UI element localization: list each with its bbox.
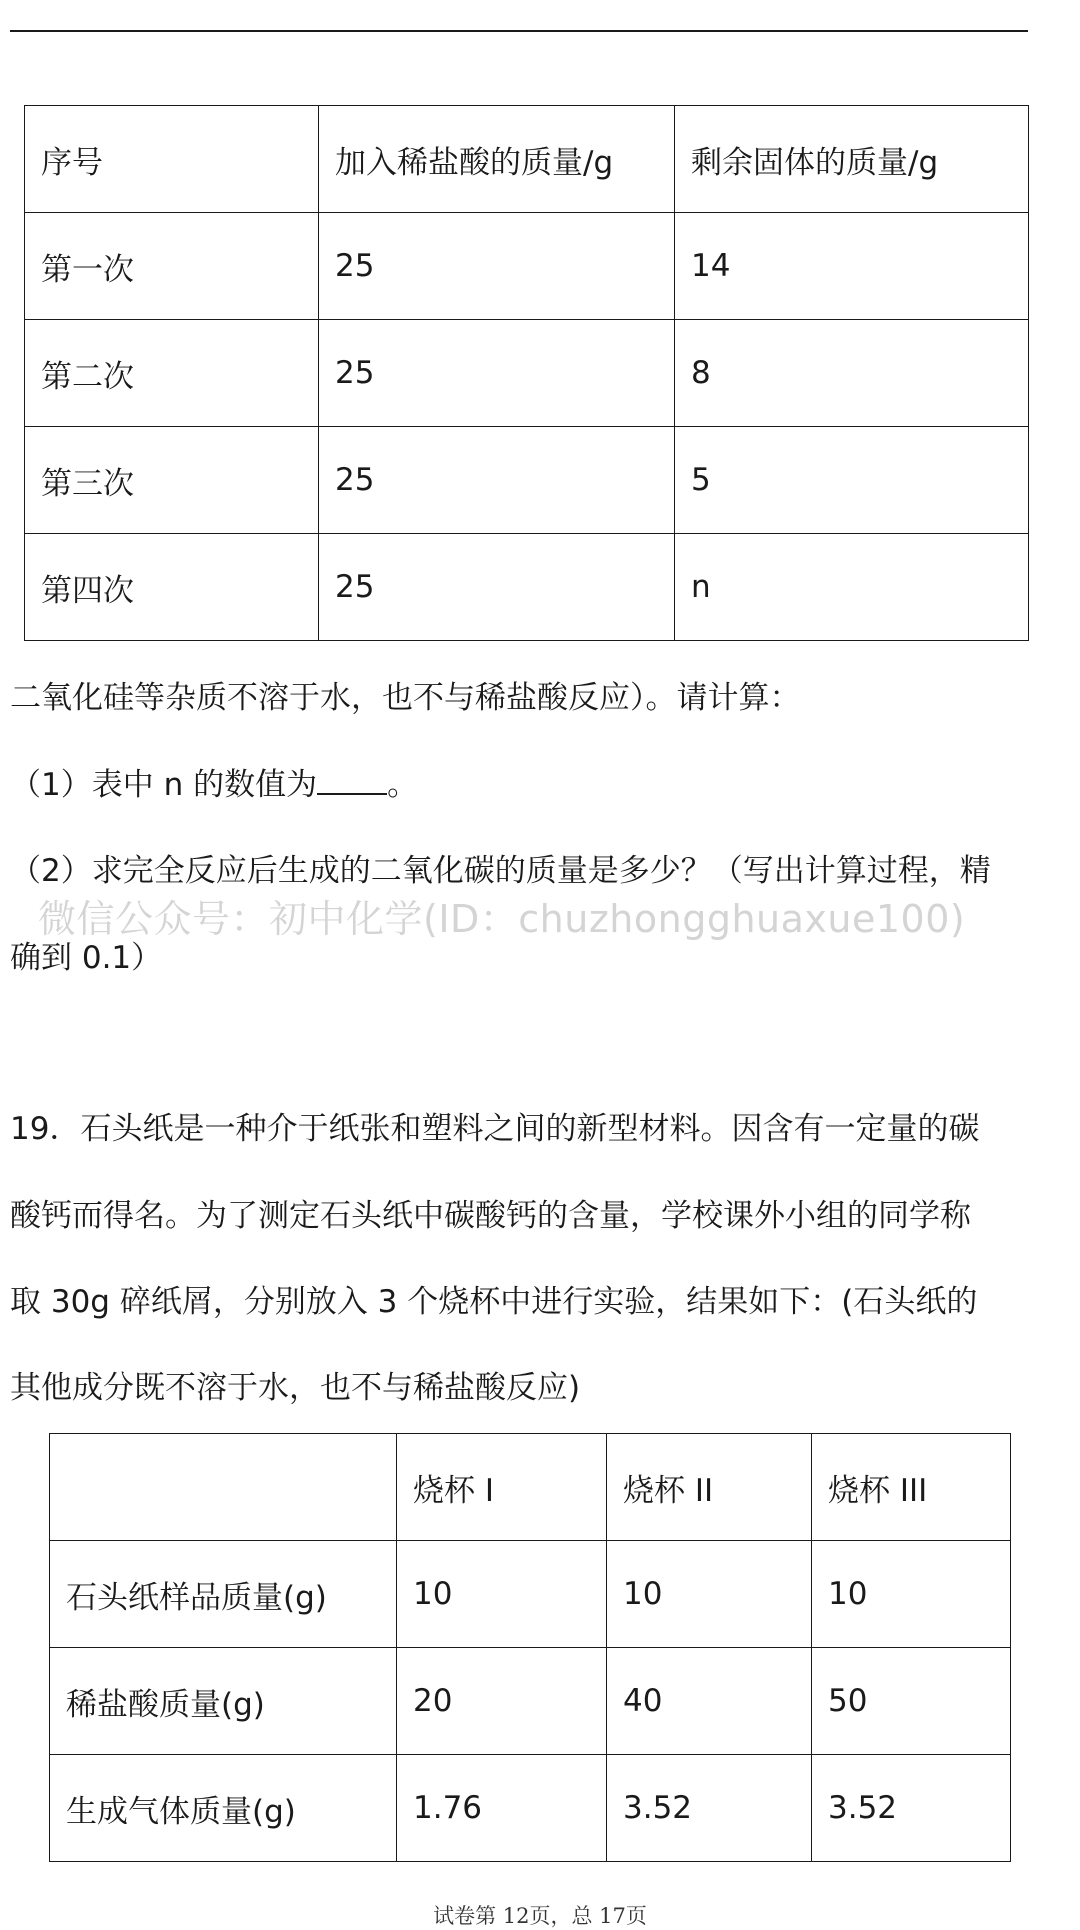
table-cell: 第一次: [25, 213, 319, 320]
table-cell: 50: [812, 1648, 1011, 1755]
part-1-text: （1）表中 n 的数值为: [10, 767, 318, 803]
header-cell: 烧杯 III: [812, 1434, 1011, 1541]
table-cell: 第四次: [25, 534, 319, 641]
table-cell: n: [675, 534, 1029, 641]
table-cell: 10: [812, 1541, 1011, 1648]
table-beaker-results: [49, 1433, 1011, 1862]
table-cell: 1.76: [397, 1755, 607, 1862]
table-cell: 25: [319, 427, 675, 534]
page-footer: 试卷第 12页，总 17页: [433, 1904, 647, 1928]
table-cell: 3.52: [607, 1755, 812, 1862]
table-cell: 第二次: [25, 320, 319, 427]
header-cell: [50, 1434, 397, 1541]
table-row: [50, 1648, 1011, 1755]
table-cell: 石头纸样品质量(g): [50, 1541, 397, 1648]
table-row: [25, 534, 1029, 641]
question-19-line-4: 其他成分既不溶于水，也不与稀盐酸反应): [10, 1370, 581, 1406]
question-18-part-1: [10, 759, 418, 804]
table-cell: 8: [675, 320, 1029, 427]
table-cell: 14: [675, 213, 1029, 320]
question-18-part-2-line-2: 确到 0.1）: [10, 940, 163, 976]
table-acid-addition: [24, 105, 1029, 641]
table-cell: 稀盐酸质量(g): [50, 1648, 397, 1755]
answer-blank: [317, 763, 387, 795]
part-1-end: 。: [387, 767, 419, 803]
question-19-line-3: 取 30g 碎纸屑，分别放入 3 个烧杯中进行实验，结果如下：(石头纸的: [10, 1284, 978, 1320]
table-cell: 3.52: [812, 1755, 1011, 1862]
table-header-row: [50, 1434, 1011, 1541]
table-cell: 生成气体质量(g): [50, 1755, 397, 1862]
table-row: [50, 1755, 1011, 1862]
table-row: [25, 427, 1029, 534]
table-cell: 10: [607, 1541, 812, 1648]
table-cell: 40: [607, 1648, 812, 1755]
table-cell: 第三次: [25, 427, 319, 534]
table-row: [25, 213, 1029, 320]
table-row: [50, 1541, 1011, 1648]
table-cell: 25: [319, 534, 675, 641]
header-cell: 加入稀盐酸的质量/g: [319, 106, 675, 213]
table-cell: 10: [397, 1541, 607, 1648]
header-cell: 剩余固体的质量/g: [675, 106, 1029, 213]
table-header-row: [25, 106, 1029, 213]
question-19-line-2: 酸钙而得名。为了测定石头纸中碳酸钙的含量，学校课外小组的同学称: [10, 1198, 971, 1234]
table-cell: 5: [675, 427, 1029, 534]
header-cell: 烧杯 II: [607, 1434, 812, 1541]
question-19-line-1: 19．石头纸是一种介于纸张和塑料之间的新型材料。因含有一定量的碳: [10, 1111, 980, 1147]
table-cell: 25: [319, 213, 675, 320]
table-row: [25, 320, 1029, 427]
question-18-part-2-line-1: （2）求完全反应后生成的二氧化碳的质量是多少？（写出计算过程，精: [10, 853, 991, 889]
question-18-continuation: 二氧化硅等杂质不溶于水，也不与稀盐酸反应）。请计算：: [10, 680, 801, 716]
top-rule: [10, 30, 1028, 32]
table-cell: 25: [319, 320, 675, 427]
watermark: 微信公众号：初中化学(ID：chuzhongghuaxue100): [38, 897, 966, 941]
header-cell: 烧杯 I: [397, 1434, 607, 1541]
table-cell: 20: [397, 1648, 607, 1755]
header-cell: 序号: [25, 106, 319, 213]
